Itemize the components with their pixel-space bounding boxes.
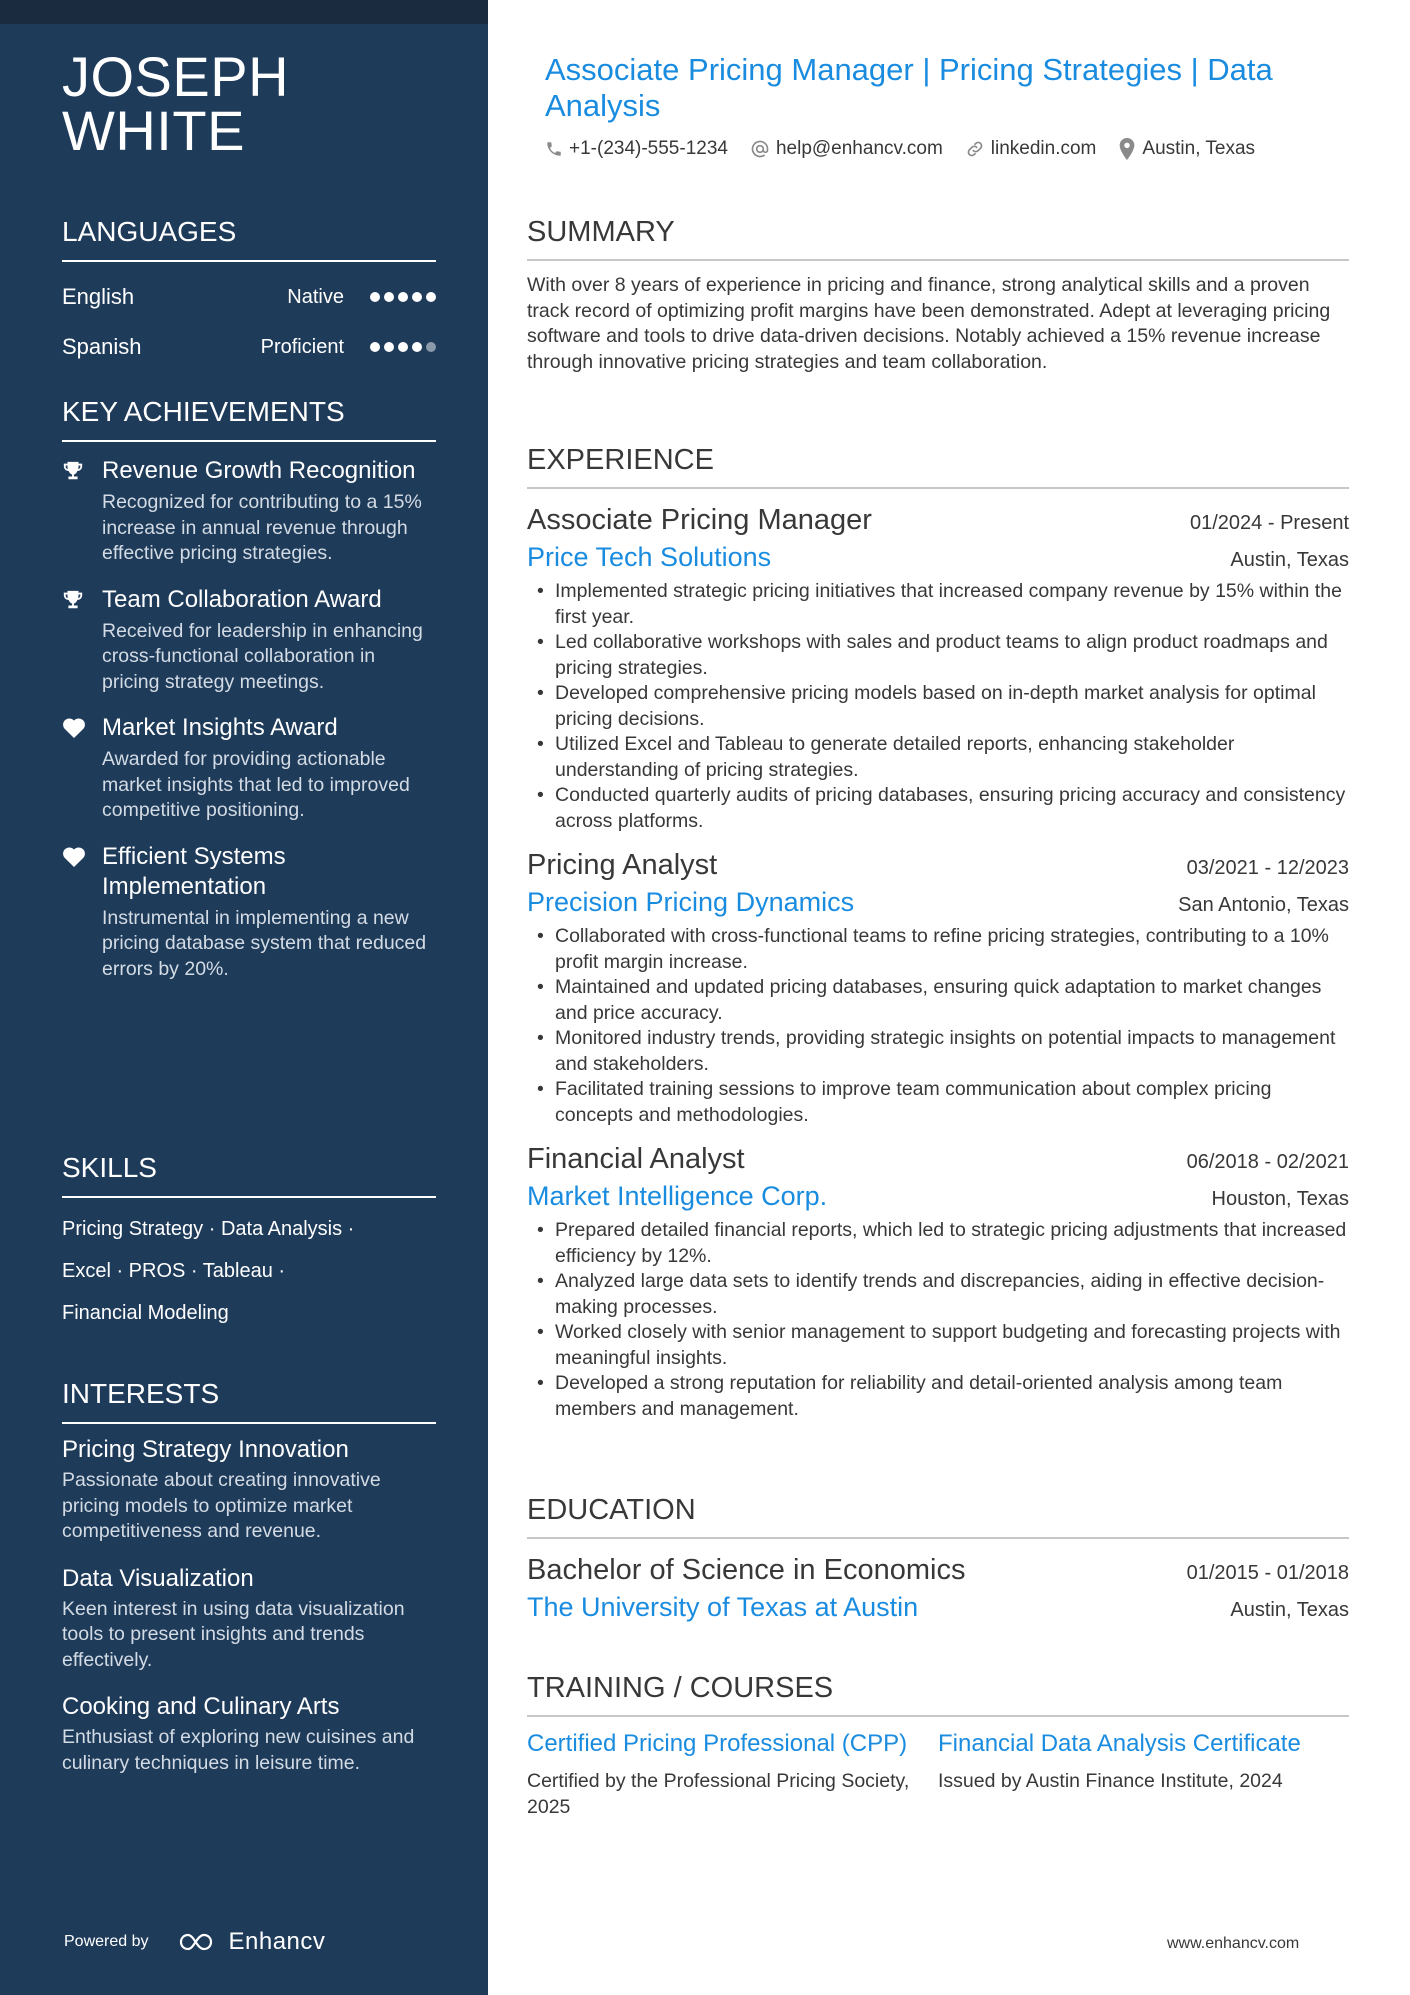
- achievement-title: Market Insights Award: [102, 714, 338, 741]
- achievement-item: [62, 842, 436, 983]
- rating-dot-filled: [370, 342, 380, 352]
- phone-text: +1-(234)-555-1234: [569, 138, 728, 159]
- achievements-heading: KEY ACHIEVEMENTS: [62, 396, 436, 442]
- location-text: Austin, Texas: [1142, 138, 1256, 159]
- trophy-icon: [62, 585, 102, 696]
- languages-heading: LANGUAGES: [62, 216, 436, 262]
- course-item: [527, 1729, 938, 1820]
- course-title: Certified Pricing Professional (CPP): [527, 1730, 908, 1757]
- interests-section: [62, 1378, 436, 1794]
- achievement-title: Revenue Growth Recognition: [102, 457, 416, 484]
- achievements-section: [62, 396, 436, 982]
- achievement-desc: Received for leadership in enhancing cross-functional collaboration in pricing strategy meetings.: [102, 619, 423, 693]
- rating-dot-filled: [384, 342, 394, 352]
- job-title: Associate Pricing Manager: [527, 504, 872, 536]
- courses-list: [527, 1729, 1349, 1820]
- first-name: JOSEPH: [62, 45, 290, 108]
- job-bullet: • Analyzed large data sets to identify trends and discrepancies, aiding in effective decision-making processes.: [527, 1269, 1349, 1320]
- job-bullet: • Implemented strategic pricing initiatives that increased company revenue by 15% within the first year.: [527, 579, 1349, 630]
- job-bullets: [527, 579, 1349, 834]
- contact-phone[interactable]: [545, 138, 728, 160]
- job-location: Austin, Texas: [1230, 549, 1349, 571]
- sidebar-top-bar: [0, 0, 488, 24]
- job-bullet: • Collaborated with cross-functional teams to refine pricing strategies, contributing to a 10% profit margin increase.: [527, 924, 1349, 975]
- skills-line: Pricing Strategy · Data Analysis ·: [62, 1218, 355, 1240]
- language-rating: [370, 342, 436, 352]
- job-title: Pricing Analyst: [527, 849, 718, 881]
- education-entry: [527, 1551, 1349, 1625]
- contact-location: [1118, 138, 1255, 160]
- contact-bar: [545, 138, 1277, 160]
- heart-icon: [62, 842, 102, 983]
- summary-section: [527, 216, 1349, 375]
- rating-dot-filled: [384, 292, 394, 302]
- location-pin-icon: [1118, 138, 1136, 160]
- job-bullet: • Conducted quarterly audits of pricing databases, ensuring pricing accuracy and consistency across platforms.: [527, 783, 1349, 834]
- linkedin-text: linkedin.com: [990, 138, 1097, 159]
- job-bullet: • Utilized Excel and Tableau to generate detailed reports, enhancing stakeholder understanding of pricing strategies.: [527, 732, 1349, 783]
- experience-heading: EXPERIENCE: [527, 444, 1349, 489]
- school: The University of Texas at Austin: [527, 1592, 919, 1622]
- job-company: Price Tech Solutions: [527, 542, 772, 572]
- trophy-icon: [62, 456, 102, 567]
- rating-dot-filled: [412, 342, 422, 352]
- language-row: [62, 322, 436, 372]
- job-bullet: • Prepared detailed financial reports, which led to strategic pricing adjustments that increased efficiency by 12%.: [527, 1218, 1349, 1269]
- enhancv-logo-icon: [177, 1931, 221, 1953]
- job-bullet: • Led collaborative workshops with sales and product teams to align product roadmaps and pricing strategies.: [527, 630, 1349, 681]
- achievement-item: [62, 713, 436, 824]
- achievement-desc: Awarded for providing actionable market insights that led to improved competitive positioning.: [102, 748, 410, 821]
- skills-heading: SKILLS: [62, 1152, 436, 1198]
- interest-item: [62, 1691, 436, 1776]
- achievement-title: Efficient Systems Implementation: [102, 842, 286, 900]
- summary-text: With over 8 years of experience in pricing and finance, strong analytical skills and a proven track record of optimizing profit margins have been demonstrated. Adept at leveraging pricing software and tools to drive data-driven decisions. Notably achieved a 15% revenue increase through innovative pricing strategies and team collaboration.: [527, 274, 1331, 373]
- achievement-item: [62, 585, 436, 696]
- email-text: help@enhancv.com: [775, 138, 943, 159]
- achievement-desc: Instrumental in implementing a new pricing database system that reduced errors by 20%.: [102, 906, 427, 980]
- job-bullet: • Maintained and updated pricing databases, ensuring quick adaptation to market changes and price accuracy.: [527, 975, 1349, 1026]
- rating-dot-filled: [398, 292, 408, 302]
- contact-email[interactable]: [750, 138, 943, 160]
- at-icon: [750, 139, 770, 159]
- education-location: Austin, Texas: [1230, 1599, 1349, 1621]
- interest-title: Pricing Strategy Innovation: [62, 1436, 349, 1463]
- link-icon: [965, 139, 985, 159]
- summary-heading: SUMMARY: [527, 216, 1349, 261]
- language-level: Native: [287, 285, 344, 308]
- skills-section: [62, 1152, 436, 1334]
- interests-heading: INTERESTS: [62, 1378, 436, 1424]
- degree: Bachelor of Science in Economics: [527, 1554, 966, 1586]
- rating-dot-filled: [398, 342, 408, 352]
- headline: Associate Pricing Manager | Pricing Strategies | Data Analysis: [545, 52, 1273, 123]
- job-bullet: • Developed comprehensive pricing models based on in-depth market analysis for optimal pricing decisions.: [527, 681, 1349, 732]
- job-entry: [527, 501, 1349, 834]
- course-title: Financial Data Analysis Certificate: [938, 1730, 1301, 1757]
- rating-dot-empty: [426, 342, 436, 352]
- job-bullets: [527, 924, 1349, 1128]
- powered-by: [64, 1928, 325, 1956]
- job-bullet: • Facilitated training sessions to improve team communication about complex pricing concepts and methodologies.: [527, 1077, 1349, 1128]
- enhancv-brand: Enhancv: [228, 1928, 326, 1955]
- language-level: Proficient: [260, 335, 344, 358]
- job-bullet: • Monitored industry trends, providing strategic insights on potential impacts to management and stakeholders.: [527, 1026, 1349, 1077]
- contact-linkedin[interactable]: [965, 138, 1097, 160]
- language-name: English: [62, 284, 135, 309]
- rating-dot-filled: [370, 292, 380, 302]
- achievement-item: [62, 456, 436, 567]
- education-dates: 01/2015 - 01/2018: [1186, 1562, 1349, 1584]
- training-section: [527, 1672, 1349, 1820]
- job-bullets: [527, 1218, 1349, 1422]
- job-title: Financial Analyst: [527, 1143, 745, 1175]
- job-dates: 01/2024 - Present: [1190, 512, 1349, 534]
- heart-icon: [62, 713, 102, 824]
- languages-section: [62, 216, 436, 372]
- course-item: [938, 1729, 1349, 1820]
- skills-line: Excel · PROS · Tableau ·: [62, 1260, 286, 1282]
- interest-desc: Keen interest in using data visualization tools to present insights and trends effectively.: [62, 1597, 405, 1671]
- job-dates: 03/2021 - 12/2023: [1186, 857, 1349, 879]
- experience-section: [527, 444, 1349, 1422]
- achievement-desc: Recognized for contributing to a 15% increase in annual revenue through effective pricing strategies.: [102, 491, 422, 564]
- job-entry: [527, 1140, 1349, 1422]
- achievement-title: Team Collaboration Award: [102, 585, 382, 613]
- education-heading: EDUCATION: [527, 1494, 1349, 1539]
- interest-title: Cooking and Culinary Arts: [62, 1693, 340, 1720]
- job-dates: 06/2018 - 02/2021: [1186, 1151, 1349, 1173]
- language-name: Spanish: [62, 334, 142, 359]
- job-entry: [527, 846, 1349, 1128]
- interest-desc: Passionate about creating innovative pricing models to optimize market competitiveness and revenue.: [62, 1469, 381, 1542]
- rating-dot-filled: [426, 292, 436, 302]
- interest-title: Data Visualization: [62, 1564, 254, 1592]
- job-location: Houston, Texas: [1211, 1188, 1349, 1210]
- person-name: [62, 45, 442, 162]
- rating-dot-filled: [412, 292, 422, 302]
- job-location: San Antonio, Texas: [1178, 894, 1349, 916]
- job-bullet: • Developed a strong reputation for reliability and detail-oriented analysis among team members and management.: [527, 1371, 1349, 1422]
- interest-desc: Enthusiast of exploring new cuisines and culinary techniques in leisure time.: [62, 1726, 415, 1774]
- course-desc: Certified by the Professional Pricing Society, 2025: [527, 1770, 910, 1818]
- interest-item: [62, 1563, 436, 1674]
- enhancv-logo-link[interactable]: [177, 1928, 326, 1956]
- training-heading: TRAINING / COURSES: [527, 1672, 1349, 1717]
- site-link[interactable]: www.enhancv.com: [1167, 1935, 1300, 1952]
- education-section: [527, 1494, 1349, 1625]
- skills-line: Financial Modeling: [62, 1302, 229, 1324]
- job-bullet: • Worked closely with senior management to support budgeting and forecasting projects with meaningful insights.: [527, 1320, 1349, 1371]
- language-row: [62, 272, 436, 322]
- sidebar: [0, 0, 488, 1995]
- interest-item: [62, 1434, 436, 1545]
- phone-icon: [545, 140, 563, 158]
- last-name: WHITE: [62, 99, 245, 162]
- job-company: Precision Pricing Dynamics: [527, 887, 855, 917]
- course-desc: Issued by Austin Finance Institute, 2024: [938, 1770, 1283, 1792]
- language-rating: [370, 292, 436, 302]
- job-company: Market Intelligence Corp.: [527, 1181, 828, 1211]
- powered-by-label: Powered by: [64, 1933, 149, 1950]
